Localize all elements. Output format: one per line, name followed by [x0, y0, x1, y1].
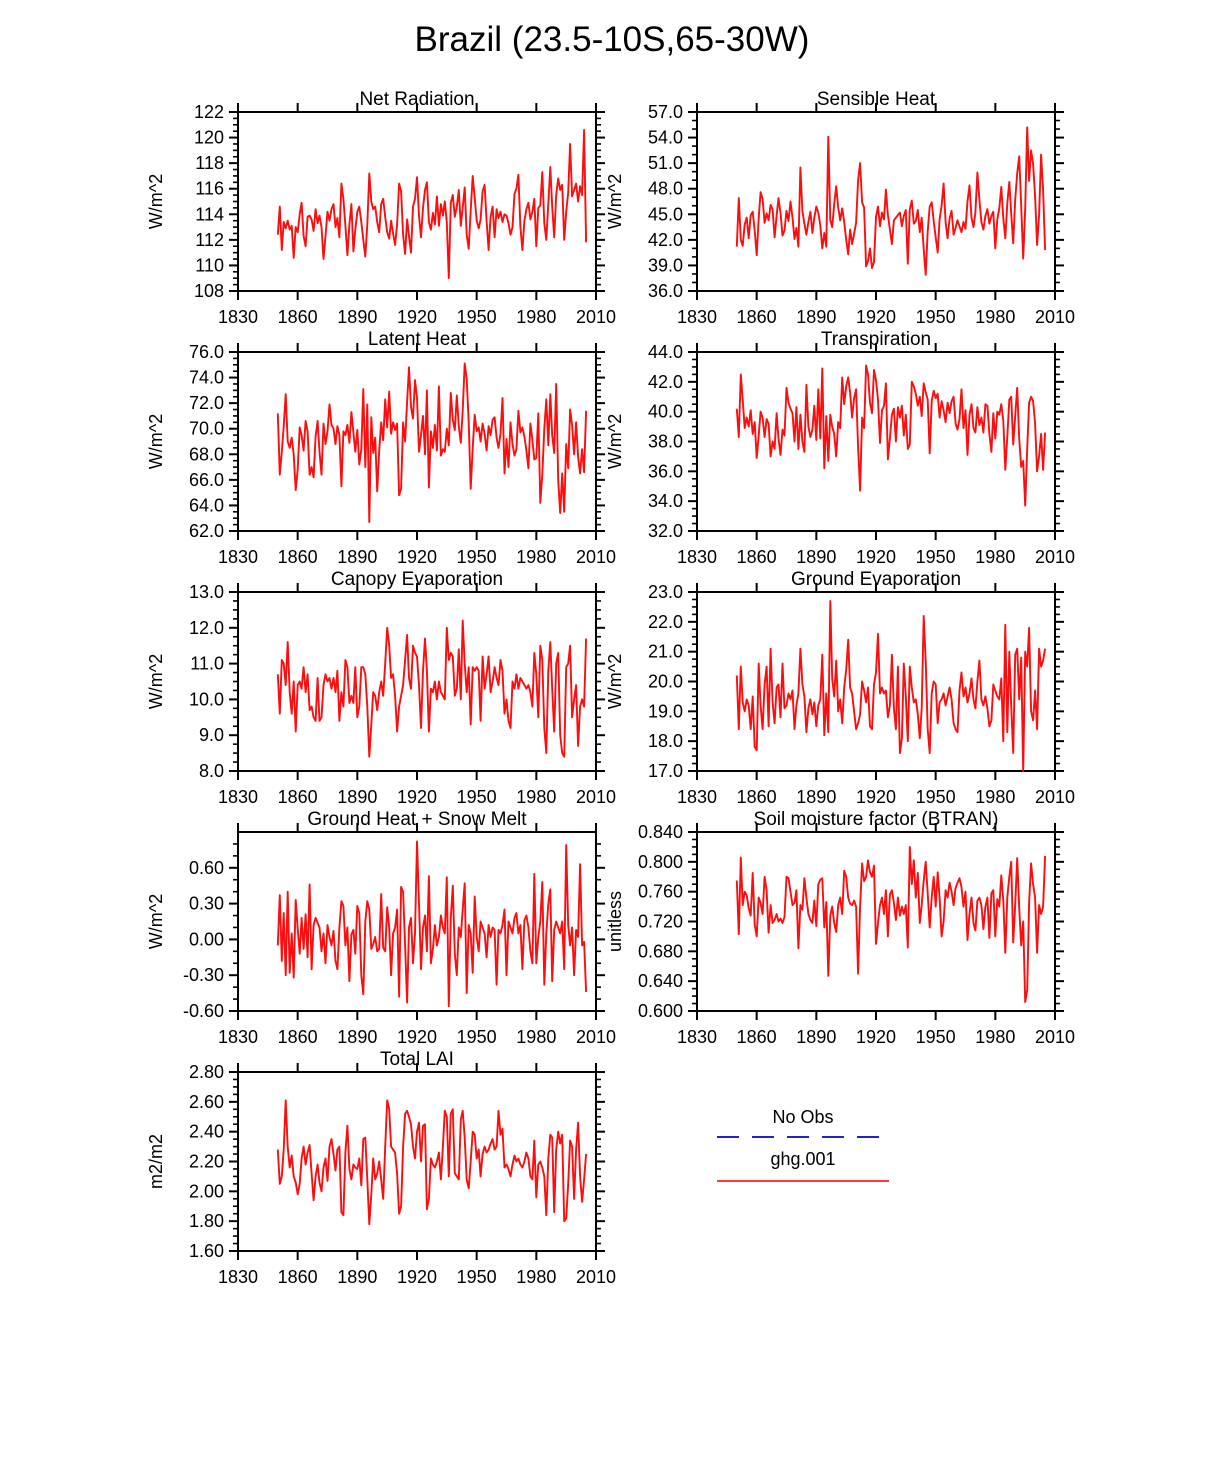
y-tick-label: 34.0: [647, 491, 683, 512]
panel-title: Net Radiation: [359, 89, 475, 110]
y-tick-label: 70.0: [188, 418, 224, 439]
x-tick-label: 1920: [855, 307, 897, 327]
y-tick-label: 64.0: [188, 495, 224, 516]
y-tick-label: 0.840: [637, 822, 683, 842]
x-tick-label: 1950: [915, 787, 956, 807]
panel-title: Transpiration: [820, 329, 932, 350]
legend-no-obs-dashed-line: [717, 1136, 889, 1138]
x-tick-label: 1890: [796, 787, 837, 807]
y-axis-label: W/m^2: [146, 173, 166, 230]
y-tick-label: 2.80: [188, 1062, 224, 1082]
y-tick-label: 2.00: [188, 1181, 224, 1202]
y-tick-label: 118: [195, 153, 224, 174]
y-tick-label: 0.800: [637, 851, 683, 872]
x-tick-label: 1860: [277, 547, 318, 567]
x-tick-label: 1950: [456, 547, 497, 567]
y-tick-label: 114: [195, 204, 224, 225]
x-tick-label: 1890: [796, 307, 837, 327]
panel-canopy-evaporation: [146, 569, 616, 807]
x-tick-label: 2010: [575, 787, 617, 807]
y-tick-label: 0.00: [188, 929, 224, 950]
y-tick-label: 112: [195, 229, 224, 250]
x-tick-label: 2010: [1034, 307, 1076, 327]
y-tick-label: 42.0: [647, 371, 683, 392]
x-tick-label: 1980: [516, 1027, 557, 1047]
x-tick-label: 1830: [676, 547, 718, 567]
y-tick-label: 36.0: [647, 281, 683, 301]
y-tick-label: 0.760: [637, 881, 683, 902]
x-tick-label: 1890: [796, 547, 837, 567]
y-tick-label: -0.30: [182, 965, 224, 986]
y-tick-label: 22.0: [647, 611, 683, 632]
x-tick-label: 2010: [575, 1267, 617, 1287]
y-tick-label: 18.0: [647, 731, 683, 752]
x-tick-label: 2010: [575, 547, 617, 567]
x-tick-label: 1980: [516, 307, 557, 327]
y-axis-label: W/m^2: [605, 653, 625, 710]
x-tick-label: 1980: [516, 547, 557, 567]
panel-title: Ground Evaporation: [790, 569, 962, 590]
x-tick-label: 1980: [975, 307, 1016, 327]
x-tick-label: 1950: [915, 1027, 956, 1047]
figure-title: Brazil (23.5-10S,65-30W): [414, 20, 810, 59]
x-tick-label: 1890: [337, 1027, 378, 1047]
y-tick-label: 62.0: [188, 521, 224, 541]
y-tick-label: 12.0: [188, 617, 224, 638]
y-tick-label: 10.0: [188, 689, 224, 710]
x-tick-label: 1830: [217, 547, 259, 567]
series-line: [737, 847, 1045, 1002]
x-tick-label: 2010: [575, 1027, 617, 1047]
panel-title: Latent Heat: [367, 329, 467, 350]
y-tick-label: 39.0: [647, 255, 683, 276]
x-tick-label: 1860: [277, 1027, 318, 1047]
y-tick-label: 23.0: [647, 582, 683, 602]
panel-soil-moisture-factor-btran-: [605, 809, 1075, 1047]
y-tick-label: 54.0: [647, 127, 683, 148]
y-tick-label: 38.0: [647, 431, 683, 452]
panel-title: Soil moisture factor (BTRAN): [753, 809, 999, 830]
x-tick-label: 1920: [396, 1027, 438, 1047]
y-tick-label: 74.0: [188, 367, 224, 388]
panel-title: Total LAI: [380, 1049, 454, 1070]
y-tick-label: 51.0: [647, 153, 683, 174]
panel-transpiration: [605, 329, 1075, 567]
x-tick-label: 1920: [396, 547, 438, 567]
y-tick-label: 8.0: [198, 761, 224, 781]
x-tick-label: 1860: [277, 1267, 318, 1287]
y-tick-label: 11.0: [190, 653, 224, 674]
y-axis-label: m2/m2: [146, 1133, 166, 1190]
y-axis-label: W/m^2: [146, 653, 166, 710]
y-tick-label: 122: [193, 102, 224, 122]
y-tick-label: 76.0: [188, 342, 224, 362]
x-tick-label: 2010: [575, 307, 617, 327]
y-axis-label: W/m^2: [605, 173, 625, 230]
y-tick-label: 40.0: [647, 401, 683, 422]
x-tick-label: 1920: [855, 1027, 897, 1047]
x-tick-label: 1920: [396, 787, 438, 807]
x-tick-label: 1980: [975, 1027, 1016, 1047]
x-tick-label: 1950: [915, 307, 956, 327]
series-line: [737, 127, 1045, 274]
x-tick-label: 1950: [456, 1267, 497, 1287]
y-axis-label: W/m^2: [605, 413, 625, 470]
series-line: [278, 130, 586, 278]
y-tick-label: 110: [195, 255, 224, 276]
x-tick-label: 1890: [337, 307, 378, 327]
x-tick-label: 2010: [1034, 1027, 1076, 1047]
y-tick-label: 32.0: [647, 521, 683, 541]
x-tick-label: 1950: [456, 1027, 497, 1047]
y-tick-label: 0.640: [637, 971, 683, 992]
y-tick-label: 17.0: [647, 761, 683, 781]
x-tick-label: 1830: [217, 307, 259, 327]
y-tick-label: 21.0: [647, 641, 683, 662]
x-tick-label: 1890: [337, 1267, 378, 1287]
y-tick-label: 2.40: [188, 1121, 224, 1142]
y-tick-label: 19.0: [647, 701, 683, 722]
x-tick-label: 1860: [736, 547, 777, 567]
y-tick-label: 2.20: [188, 1151, 224, 1172]
legend-series-label: ghg.001: [770, 1149, 836, 1169]
y-tick-label: 1.80: [188, 1211, 224, 1232]
x-tick-label: 1860: [736, 787, 777, 807]
y-tick-label: 72.0: [188, 393, 224, 414]
panel-net-radiation: [146, 89, 616, 327]
y-tick-label: 66.0: [188, 469, 224, 490]
x-tick-label: 2010: [1034, 787, 1076, 807]
x-tick-label: 1860: [736, 1027, 777, 1047]
series-line: [737, 601, 1045, 771]
x-tick-label: 1950: [456, 307, 497, 327]
x-tick-label: 1980: [516, 1267, 557, 1287]
panel-latent-heat: [146, 329, 616, 567]
x-tick-label: 1980: [975, 547, 1016, 567]
x-tick-label: 1920: [396, 1267, 438, 1287]
series-line: [278, 842, 586, 1007]
y-axis-label: W/m^2: [146, 893, 166, 950]
series-line: [278, 621, 586, 757]
y-tick-label: 68.0: [188, 444, 224, 465]
x-tick-label: 1920: [396, 307, 438, 327]
x-tick-label: 1980: [975, 787, 1016, 807]
x-tick-label: 1920: [855, 547, 897, 567]
y-tick-label: 42.0: [647, 229, 683, 250]
x-tick-label: 1860: [277, 787, 318, 807]
y-tick-label: 0.680: [637, 941, 683, 962]
x-tick-label: 1920: [855, 787, 897, 807]
panel-total-lai: [146, 1049, 616, 1287]
y-axis-label: unitless: [605, 890, 625, 953]
y-tick-label: 44.0: [647, 342, 683, 362]
series-line: [278, 364, 586, 523]
panel-ground-evaporation: [605, 569, 1075, 807]
y-tick-label: 13.0: [188, 582, 224, 602]
plot-frame: [238, 112, 596, 291]
x-tick-label: 1830: [217, 787, 259, 807]
x-tick-label: 1890: [337, 547, 378, 567]
x-tick-label: 1950: [456, 787, 497, 807]
y-tick-label: 20.0: [647, 671, 683, 692]
y-tick-label: 57.0: [647, 102, 683, 122]
x-tick-label: 1860: [736, 307, 777, 327]
x-tick-label: 1980: [516, 787, 557, 807]
y-tick-label: 36.0: [647, 461, 683, 482]
panel-sensible-heat: [605, 89, 1075, 327]
y-tick-label: 0.720: [637, 911, 683, 932]
y-tick-label: 0.600: [637, 1001, 683, 1021]
x-tick-label: 1860: [277, 307, 318, 327]
panel-title: Ground Heat + Snow Melt: [307, 809, 527, 830]
y-tick-label: 48.0: [647, 178, 683, 199]
y-tick-label: 120: [193, 127, 224, 148]
y-tick-label: -0.60: [182, 1001, 224, 1021]
x-tick-label: 2010: [1034, 547, 1076, 567]
x-tick-label: 1830: [676, 307, 718, 327]
x-tick-label: 1830: [676, 1027, 718, 1047]
legend-no-obs-label: No Obs: [772, 1107, 834, 1127]
y-tick-label: 1.60: [188, 1241, 224, 1261]
y-tick-label: 0.60: [188, 857, 224, 878]
x-tick-label: 1830: [217, 1027, 259, 1047]
x-tick-label: 1890: [337, 787, 378, 807]
x-tick-label: 1830: [217, 1267, 259, 1287]
panel-ground-heat-snow-melt: [146, 809, 616, 1047]
legend-series-line: [717, 1180, 889, 1182]
x-tick-label: 1830: [676, 787, 718, 807]
y-tick-label: 45.0: [647, 204, 683, 225]
panel-title: Canopy Evaporation: [330, 569, 504, 590]
y-tick-label: 2.60: [188, 1091, 224, 1112]
panel-title: Sensible Heat: [816, 89, 936, 110]
y-tick-label: 108: [193, 281, 224, 301]
y-tick-label: 9.0: [198, 725, 224, 746]
x-tick-label: 1950: [915, 547, 956, 567]
x-tick-label: 1890: [796, 1027, 837, 1047]
y-axis-label: W/m^2: [146, 413, 166, 470]
series-line: [737, 365, 1045, 505]
y-tick-label: 0.30: [188, 893, 224, 914]
y-tick-label: 116: [195, 178, 224, 199]
series-line: [278, 1100, 586, 1224]
legend: [717, 1106, 889, 1182]
